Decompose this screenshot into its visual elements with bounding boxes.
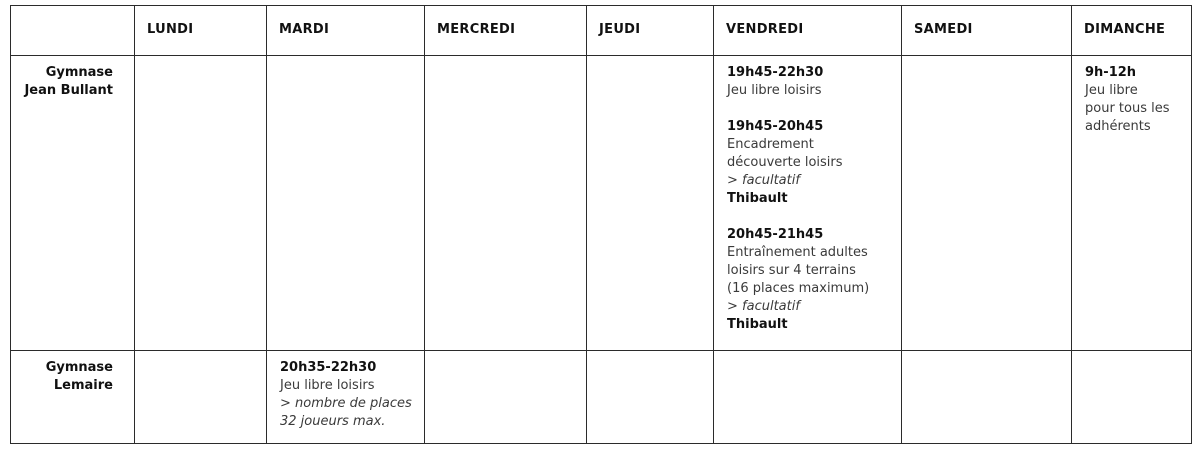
cell-jb-mardi — [267, 56, 425, 351]
cell-lm-jeudi — [587, 351, 714, 444]
venue-name-line1: Gymnase — [45, 360, 113, 375]
day-header-mardi: MARDI — [267, 6, 425, 56]
cell-lm-mercredi — [425, 351, 587, 444]
slot-desc: Jeu libre loisirs — [727, 83, 822, 98]
cell-lm-samedi — [902, 351, 1072, 444]
slot-coach: Thibault — [727, 191, 788, 206]
cell-jb-lundi — [135, 56, 267, 351]
cell-lm-dimanche — [1072, 351, 1192, 444]
venue-name-line2: Lemaire — [53, 378, 113, 393]
slot-time: 20h45-21h45 — [727, 227, 824, 242]
cell-jb-mercredi — [425, 56, 587, 351]
slot-desc: Jeu libre loisirs — [280, 378, 375, 393]
slot-desc: pour tous les — [1085, 101, 1170, 116]
cell-jb-dimanche — [1072, 56, 1192, 351]
slot-note: > facultatif — [727, 173, 800, 188]
slot-time: 19h45-22h30 — [727, 65, 824, 80]
venue-name-line2: Jean Bullant — [24, 83, 113, 98]
header-row — [11, 6, 1192, 56]
day-header-mercredi: MERCREDI — [425, 6, 587, 56]
cell-lm-lundi — [135, 351, 267, 444]
day-header-jeudi: JEUDI — [587, 6, 714, 56]
slot-time: 9h-12h — [1085, 65, 1137, 80]
slot-desc: découverte loisirs — [727, 155, 843, 170]
slot-desc: (16 places maximum) — [727, 281, 870, 296]
cell-jb-vendredi — [714, 56, 902, 351]
row-jean-bullant — [11, 56, 1192, 351]
day-header-vendredi: VENDREDI — [714, 6, 902, 56]
cell-lm-mardi — [267, 351, 425, 444]
venue-lemaire — [11, 351, 135, 444]
slot-desc: Entraînement adultes — [727, 245, 868, 260]
day-header-dimanche: DIMANCHE — [1072, 6, 1192, 56]
slot-desc: Jeu libre — [1085, 83, 1138, 98]
venue-name-line1: Gymnase — [45, 65, 113, 80]
day-header-lundi: LUNDI — [135, 6, 267, 56]
corner-cell — [11, 6, 135, 56]
schedule-table — [10, 5, 1192, 444]
slot-desc: loisirs sur 4 terrains — [727, 263, 856, 278]
slot-note: > facultatif — [727, 299, 800, 314]
slot-desc: Encadrement — [727, 137, 814, 152]
slot-desc: adhérents — [1085, 119, 1151, 134]
slot-note: > nombre de places — [280, 396, 412, 411]
slot-coach: Thibault — [727, 317, 788, 332]
slot-time: 20h35-22h30 — [280, 360, 377, 375]
slot-note: 32 joueurs max. — [280, 414, 386, 429]
cell-jb-jeudi — [587, 56, 714, 351]
venue-jean-bullant — [11, 56, 135, 351]
slot-time: 19h45-20h45 — [727, 119, 824, 134]
cell-jb-samedi — [902, 56, 1072, 351]
day-header-samedi: SAMEDI — [902, 6, 1072, 56]
cell-lm-vendredi — [714, 351, 902, 444]
row-lemaire — [11, 351, 1192, 444]
